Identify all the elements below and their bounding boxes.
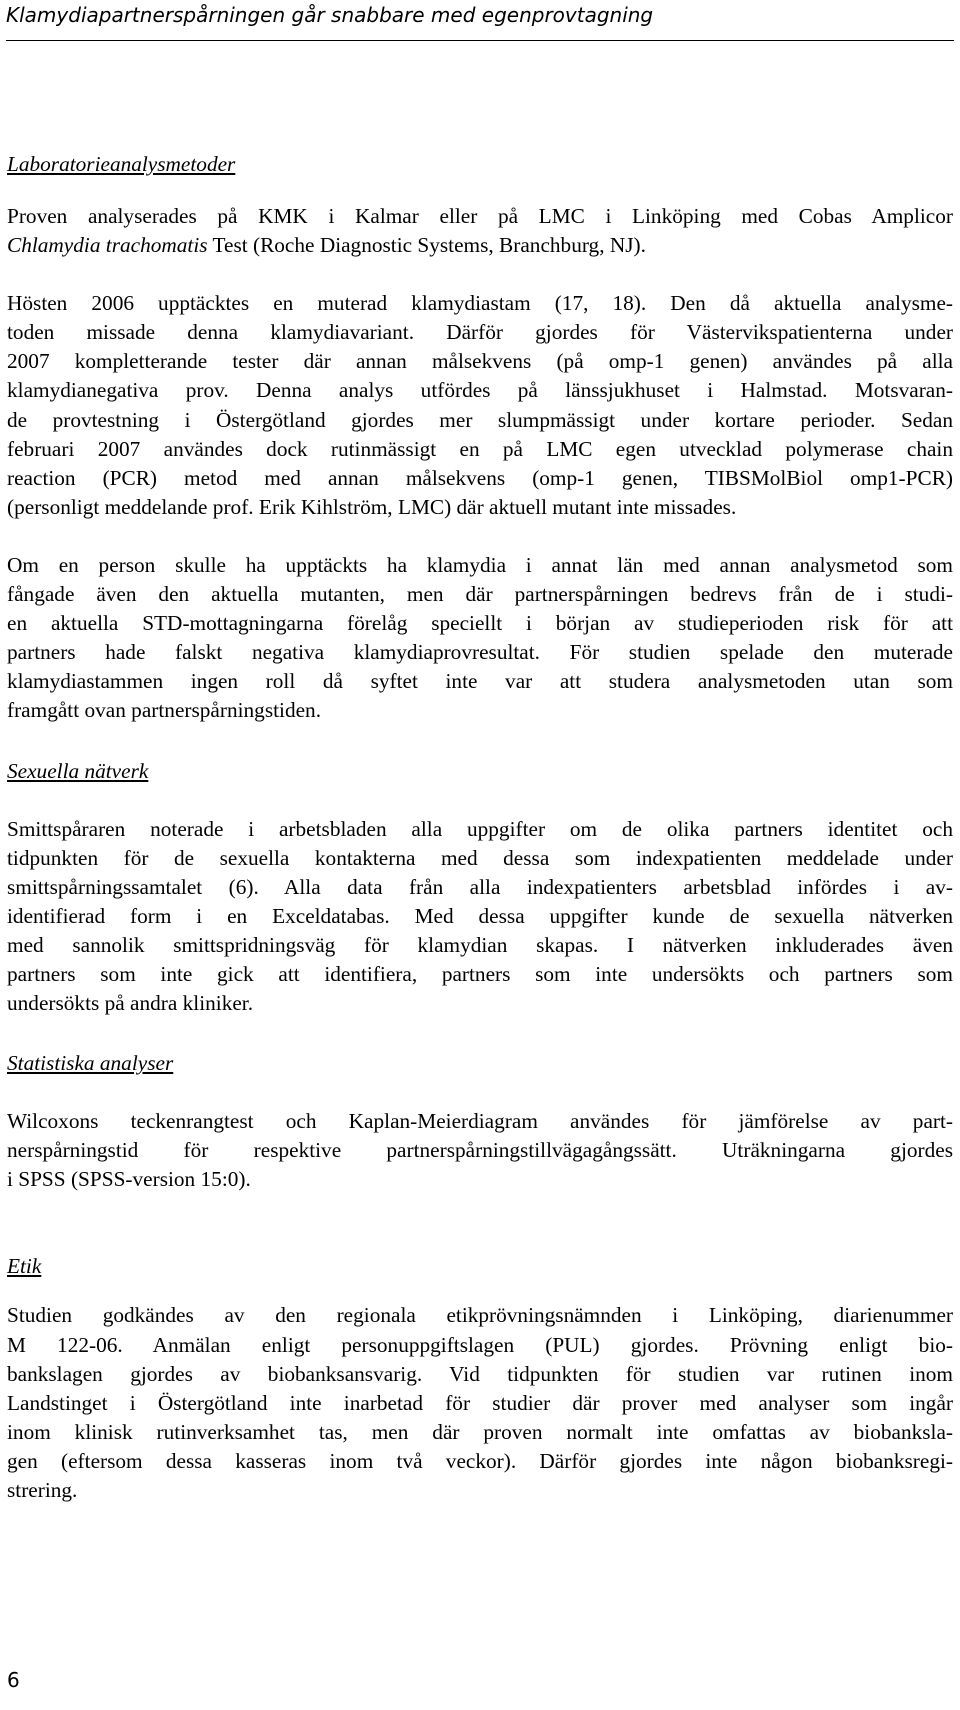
text-line: (personligt meddelande prof. Erik Kihlström, LMC) där aktuell mutant inte missades. — [7, 494, 737, 519]
text-line: partners hade falskt negativa klamydiaprovresultat. För studien spelade den muterade — [7, 640, 953, 665]
text-line: nerspårningstid för respektive partnerspårningstillvägagångssätt. Uträkningarna gjordes — [7, 1138, 953, 1163]
text-line: partners som inte gick att identifiera, partners som inte undersökts och partners som — [7, 961, 953, 986]
text-line: Landstinget i Östergötland inte inarbetad för studier där prover med analyser som ingår — [7, 1390, 953, 1415]
section-heading-statistiska-analyser: Statistiska analyser — [7, 1051, 174, 1076]
italic-species-name: Chlamydia trachomatis — [7, 233, 208, 258]
text-line: gen (eftersom dessa kasseras inom två veckor). Därför gjordes inte någon biobanksregi- — [7, 1448, 953, 1473]
text-line: framgått ovan partnerspårningstiden. — [7, 698, 322, 723]
text-line: med sannolik smittspridningsväg för klamydian skapas. I nätverken inkluderades även — [7, 932, 953, 957]
page-number: 6 — [7, 1668, 20, 1692]
running-header — [6, 2, 954, 41]
text-line: i SPSS (SPSS-version 15:0). — [7, 1167, 251, 1192]
text-line: klamydianegativa prov. Denna analys utfördes på länssjukhuset i Halmstad. Motsvaran- — [7, 378, 953, 403]
running-header-title: Klamydiapartnerspårningen går snabbare med egenprovtagning — [6, 3, 654, 27]
text-line: Om en person skulle ha upptäckts ha klamydia i annat län med annan analysmetod som — [7, 552, 953, 577]
section-heading-etik: Etik — [7, 1254, 42, 1279]
text-line: Studien godkändes av den regionala etikprövningsnämnden i Linköping, diarienummer — [7, 1303, 953, 1328]
paragraph — [7, 289, 953, 522]
section-heading-laboratorieanalysmetoder: Laboratorieanalysmetoder — [7, 152, 236, 176]
text-line: klamydiastammen ingen roll då syftet inte var att studera analysmetoden utan som — [7, 669, 953, 694]
text-line: en aktuella STD-mottagningarna förelåg speciellt i början av studieperioden risk för att — [7, 611, 953, 636]
document-body — [7, 150, 953, 1505]
text-line: Chlamydia trachomatis Test (Roche Diagnostic Systems, Branchburg, NJ). — [7, 233, 646, 258]
text-line: tidpunkten för de sexuella kontakterna med dessa som indexpatienten meddelade under — [7, 845, 953, 870]
text-line: strering. — [7, 1478, 78, 1502]
text-line: smittspårningssamtalet (6). Alla data från alla indexpatienters arbetsblad infördes i av- — [7, 874, 953, 899]
text-line: M 122-06. Anmälan enligt personuppgiftslagen (PUL) gjordes. Prövning enligt bio- — [7, 1332, 953, 1357]
text-line: reaction (PCR) metod med annan målsekvens (omp-1 genen, TIBSMolBiol omp1-PCR) — [7, 465, 953, 490]
text-line: inom klinisk rutinverksamhet tas, men där proven normalt inte omfattas av biobanksla- — [7, 1419, 953, 1444]
paragraph — [7, 202, 953, 260]
text-line: bankslagen gjordes av biobanksansvarig. Vid tidpunkten för studien var rutinen inom — [7, 1361, 953, 1386]
paragraph — [7, 1301, 953, 1505]
text-line: de provtestning i Östergötland gjordes mer slumpmässigt under kortare perioder. Sedan — [7, 407, 953, 432]
text-line: februari 2007 användes dock rutinmässigt en på LMC egen utvecklad polymerase chain — [7, 436, 953, 461]
text-line: 2007 kompletterande tester där annan målsekvens (på omp-1 genen) användes på alla — [7, 349, 953, 374]
paragraph — [7, 551, 953, 726]
section-heading-sexuella-natverk: Sexuella nätverk — [7, 758, 149, 783]
text-line: fångade även den aktuella mutanten, men där partnerspårningen bedrevs från de i studi- — [7, 582, 953, 607]
text-line: toden missade denna klamydiavariant. Därför gjordes för Västervikspatienterna under — [7, 320, 953, 345]
text-line: Smittspåraren noterade i arbetsbladen alla uppgifter om de olika partners identitet och — [7, 816, 953, 841]
text-line: identifierad form i en Exceldatabas. Med dessa uppgifter kunde de sexuella nätverken — [7, 903, 953, 928]
text-line: Wilcoxons teckenrangtest och Kaplan-Meierdiagram användes för jämförelse av part- — [7, 1109, 953, 1134]
text-line: Hösten 2006 upptäcktes en muterad klamydiastam (17, 18). Den då aktuella analysme- — [7, 291, 953, 316]
text-line: undersökts på andra kliniker. — [7, 991, 254, 1016]
paragraph — [7, 1107, 953, 1194]
paragraph — [7, 815, 953, 1019]
text-line: Proven analyserades på KMK i Kalmar eller på LMC i Linköping med Cobas Amplicor — [7, 204, 953, 228]
